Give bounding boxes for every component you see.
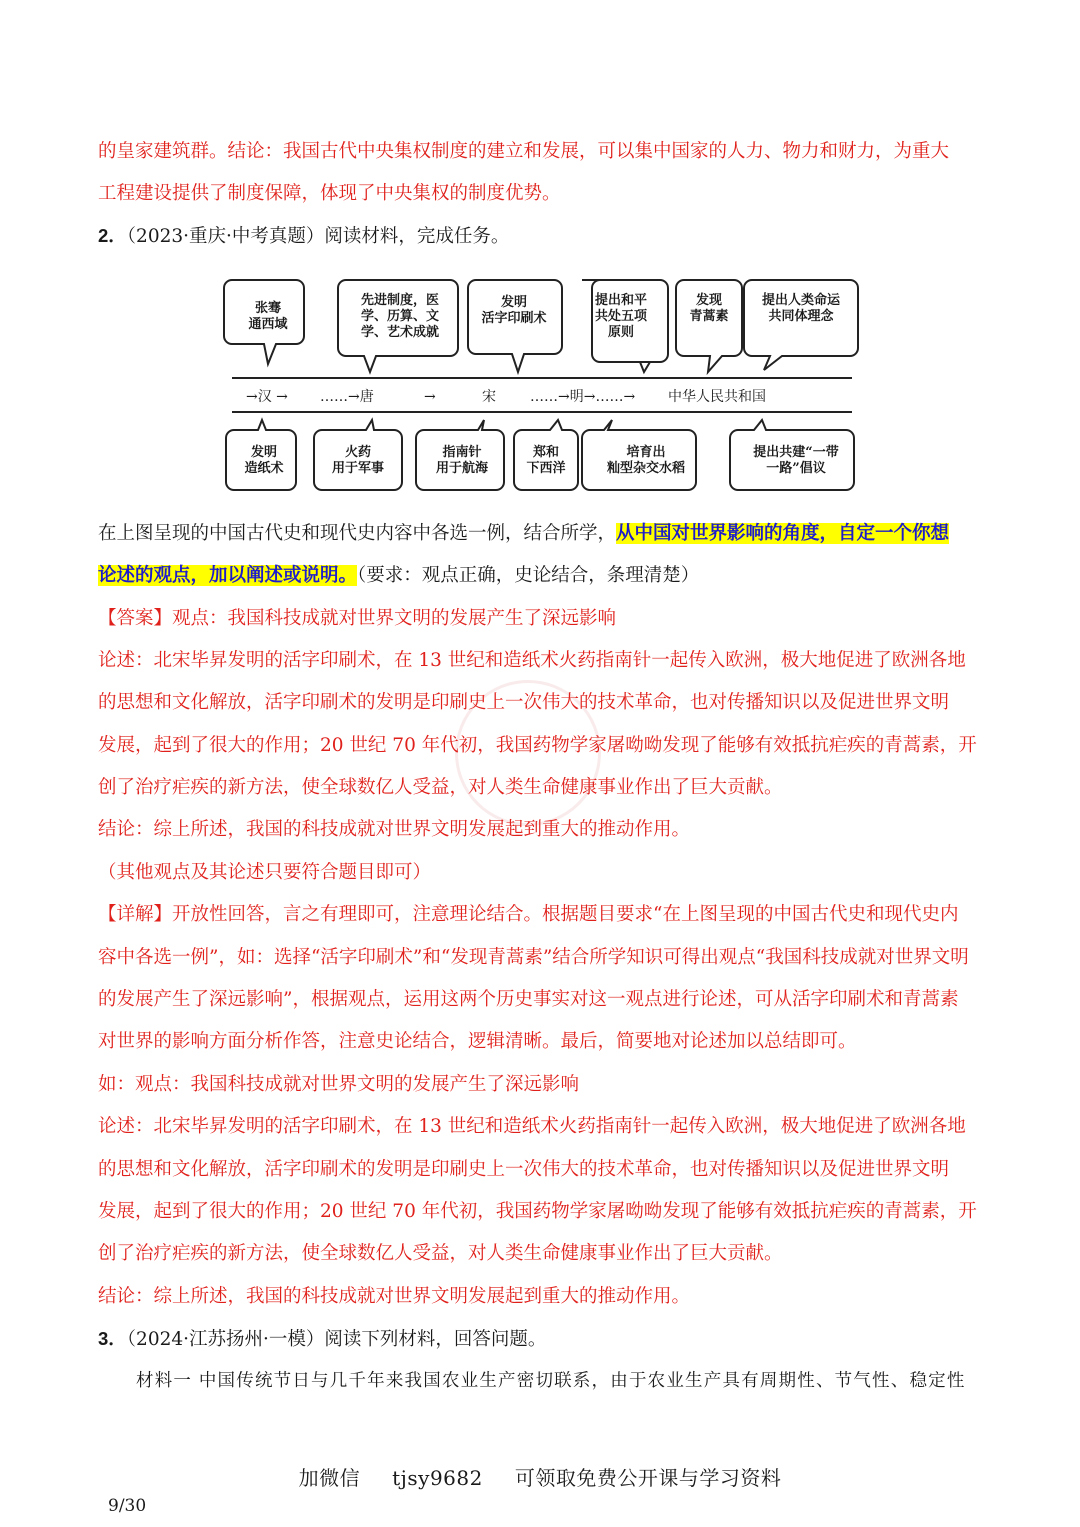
box-text-line: 通西域 [248,317,288,332]
history-timeline-diagram [222,270,862,498]
box-text-line: 青蒿素 [689,309,729,324]
bottom-box-5 [582,420,696,490]
box-text-line: 一路”倡议 [766,461,826,476]
question-source: （2023·重庆·中考真题）阅读材料，完成任务。 [126,226,510,247]
timeline-label: 宋 [482,389,496,405]
box-text-line: 下西洋 [526,461,566,476]
question-prompt [98,520,984,548]
material-text: 材料一 中国传统节日与几千年来我国农业生产密切联系，由于农业生产具有周期性、节气性、稳定性 [136,1371,966,1391]
text-line: 的发展产生了深远影响”，根据观点，运用这两个历史事实对这一观点进行论述，可从活字印刷术和青蒿素 [98,989,959,1010]
box-text-line: 指南针 [442,445,482,460]
bottom-box-3 [416,420,504,490]
question-2-header [98,222,984,251]
box-text-line: 郑和 [532,445,560,460]
answer-label: 【答案】 [98,608,173,629]
question-number: 2． [98,225,127,246]
footer-right: 可领取免费公开课与学习资料 [514,1466,782,1490]
box-text-line: 学、历算、文 [360,309,440,324]
question-prompt-cont [98,562,984,590]
top-box-6 [744,280,858,370]
question-number: 3． [98,1328,127,1349]
top-box-3 [468,280,562,372]
detail-text: 开放性回答，言之有理即可，注意理论结合。根据题目要求“在上图呈现的中国古代史和现代史内 [172,904,959,925]
timeline-label: ……→明→……→ [530,389,636,405]
top-box-4 [582,280,668,372]
text-line: 对世界的影响方面分析作答，注意史论结合，逻辑清晰。最后，简要地对论述加以总结即可。 [98,1031,857,1052]
prompt-requirement: （要求：观点正确，史论结合，条理清楚） [357,565,700,586]
top-box-text [361,292,439,340]
text-line: 发展，起到了很大的作用；20 世纪 70 年代初，我国药物学家屠呦呦发现了能够有效抵抗疟疾的青蒿素，开 [98,1201,977,1222]
box-text-line: 发现 [695,293,723,308]
box-text-line: 原则 [607,325,635,340]
bottom-box-2 [314,420,402,490]
box-text-line: 活字印刷术 [481,311,547,326]
box-text-line: 发明 [500,295,528,310]
bottom-box-6 [730,420,854,490]
box-text-line: 用于军事 [331,461,385,476]
text-line: 的思想和文化解放，活字印刷术的发明是印刷史上一次伟大的技术革命，也对传播知识以及促进世界文明 [98,1159,950,1180]
box-text-line: 先进制度，医 [360,293,440,308]
box-text-line: 籼型杂交水稻 [606,461,686,476]
bottom-box-4 [514,420,578,490]
box-text-line: 培育出 [626,445,666,460]
text-line: 结论：综上所述，我国的科技成就对世界文明发展起到重大的推动作用。 [98,1286,691,1307]
box-text-line: 学、艺术成就 [360,325,440,340]
answer-view: 观点：我国科技成就对世界文明的发展产生了深远影响 [172,608,617,629]
prompt-lead: 在上图呈现的中国古代史和现代史内容中各选一例，结合所学， [98,523,617,544]
text-line: 的思想和文化解放，活字印刷术的发明是印刷史上一次伟大的技术革命，也对传播知识以及促进世界文明 [98,692,950,713]
text-line: 容中各选一例”，如：选择“活字印刷术”和“发现青蒿素”结合所学知识可得出观点“我国科技成就对世界文明 [98,947,969,968]
prompt-highlight: 从中国对世界影响的角度，自定一个你想 [616,523,950,544]
box-text-line: 造纸术 [244,461,284,476]
text-line: 论述：北宋毕昇发明的活字印刷术，在 13 世纪和造纸术火药指南针一起传入欧洲，极大地促进了欧洲各地 [98,1116,966,1137]
timeline-label: ……→唐 [320,389,374,405]
detail-label: 【详解】 [98,904,173,925]
timeline-label: → [424,389,436,405]
top-box-2 [338,280,458,372]
footer-promo [0,1462,1080,1491]
question-source: （2024·江苏扬州·一模）阅读下列材料，回答问题。 [126,1329,547,1350]
timeline-label: 中华人民共和国 [668,389,766,405]
box-text-line: 火药 [344,445,372,460]
text-line: 论述：北宋毕昇发明的活字印刷术，在 13 世纪和造纸术火药指南针一起传入欧洲，极大地促进了欧洲各地 [98,650,966,671]
box-text-line: 共处五项 [594,309,648,324]
timeline-label: →汉 → [246,389,288,405]
top-box-5 [676,280,742,372]
prompt-highlight: 论述的观点，加以阐述或说明。 [98,565,358,586]
text-line: 发展，起到了很大的作用；20 世纪 70 年代初，我国药物学家屠呦呦发现了能够有效抵抗疟疾的青蒿素，开 [98,735,977,756]
box-text-line: 发明 [250,445,278,460]
page-number: 9/30 [108,1496,147,1516]
text-line: 工程建设提供了制度保障，体现了中央集权的制度优势。 [98,183,561,204]
text-line: 创了治疗疟疾的新方法，使全球数亿人受益，对人类生命健康事业作出了巨大贡献。 [98,1243,783,1264]
box-text-line: 用于航海 [435,461,489,476]
box-text-line: 提出和平 [594,293,648,308]
bottom-box-1 [226,420,296,490]
box-text-line: 共同体理念 [768,309,834,324]
text-line: 创了治疗疟疾的新方法，使全球数亿人受益，对人类生命健康事业作出了巨大贡献。 [98,777,783,798]
top-box-1 [224,280,304,364]
footer-left: 加微信 [298,1466,361,1490]
box-text-line: 提出人类命运 [761,293,841,308]
question-3-header [98,1325,984,1354]
detail-line [98,901,984,929]
answer-line [98,605,984,633]
box-text-line: 张骞 [254,301,282,316]
text-line: 结论：综上所述，我国的科技成就对世界文明发展起到重大的推动作用。 [98,819,691,840]
text-line: （其他观点及其论述只要符合题目即可） [98,862,432,883]
footer-wechat-id: tjsy9682 [392,1466,483,1490]
text-line: 如：观点：我国科技成就对世界文明的发展产生了深远影响 [98,1074,580,1095]
text-line: 的皇家建筑群。结论：我国古代中央集权制度的建立和发展，可以集中国家的人力、物力和财力，为重大 [98,141,950,162]
box-text-line: 提出共建“一带 [753,445,839,460]
